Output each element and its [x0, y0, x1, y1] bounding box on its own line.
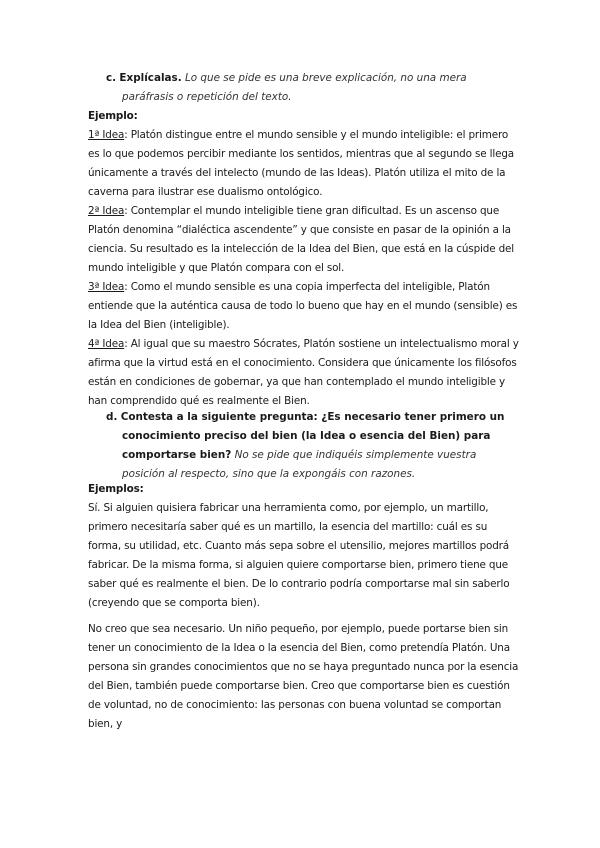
- item-d: [106, 408, 516, 484]
- answer-1: Sí. Si alguien quisiera fabricar una herramienta como, por ejemplo, un martillo, primero necesitaría saber qué es un martillo, la esencia del martillo: cuál es su forma, su utilidad, etc. Cuanto más sepa sobre el utensilio, mejores martillos podrá fabricar. De la misma forma, si alguien quiere comportarse bien, primero tiene que saber qué es realmente el bien. De lo contrario podría comportarse mal sin saberlo (creyendo que se comporta bien).: [88, 502, 510, 609]
- idea-2-tag: 2ª Idea: [88, 205, 125, 217]
- item-d-note: No se pide que indiquéis simplemente vuestra posición al respecto, sino que la expongáis con razones.: [122, 449, 477, 480]
- answer-2-section: [88, 620, 520, 734]
- idea-2: [88, 202, 520, 278]
- idea-1: [88, 126, 520, 202]
- idea-4-text: : Al igual que su maestro Sócrates, Platón sostiene un intelectualismo moral y afirma que la virtud está en el conocimiento. Considera que únicamente los filósofos están en condiciones de gobernar, ya que han contemplado el mundo inteligible y han comprendido qué es realmente el Bien.: [88, 338, 519, 407]
- ejemplo-c-label: Ejemplo:: [88, 110, 138, 122]
- idea-3: [88, 278, 520, 335]
- idea-3-text: : Como el mundo sensible es una copia imperfecta del inteligible, Platón entiende que la auténtica causa de todo lo bueno que hay en el mundo (sensible) es la Idea del Bien (inteligible).: [88, 281, 518, 331]
- idea-4: [88, 335, 520, 411]
- item-c: [106, 69, 516, 107]
- ejemplo-c-section: [88, 107, 520, 411]
- idea-3-tag: 3ª Idea: [88, 281, 125, 293]
- idea-2-text: : Contemplar el mundo inteligible tiene gran dificultad. Es un ascenso que Platón denomina “dialéctica ascendente” y que consiste en pasar de la opinión a la ciencia. Su resultado es la intelección de la Idea del Bien, que está en la cúspide del mundo inteligible y que Platón compara con el sol.: [88, 205, 515, 274]
- ejemplos-d-section: [88, 480, 520, 613]
- item-d-marker: d.: [106, 411, 118, 423]
- item-d-heading: Contesta a la siguiente pregunta: ¿Es necesario tener primero un conocimiento preciso del bien (la Idea o esencia del Bien) para comportarse bien?: [120, 411, 505, 461]
- idea-1-text: : Platón distingue entre el mundo sensible y el mundo inteligible: el primero es lo que podemos percibir mediante los sentidos, mientras que al segundo se llega únicamente a través del intelecto (mundo de las Ideas). Platón utiliza el mito de la caverna para ilustrar ese dualismo ontológico.: [88, 129, 514, 198]
- answer-2: No creo que sea necesario. Un niño pequeño, por ejemplo, puede portarse bien sin tener un conocimiento de la Idea o la esencia del Bien, como pretendía Platón. Una persona sin grandes conocimientos que no se haya preguntado nunca por la esencia del Bien, también puede comportarse bien. Creo que comportarse bien es cuestión de voluntad, no de conocimiento: las personas con buena voluntad se comportan bien, y: [88, 623, 519, 730]
- ejemplos-d-label: Ejemplos:: [88, 483, 144, 495]
- item-c-note: Lo que se pide es una breve explicación, no una mera paráfrasis o repetición del texto.: [122, 72, 467, 103]
- item-c-heading: Explícalas.: [119, 72, 182, 84]
- idea-4-tag: 4ª Idea: [88, 338, 125, 350]
- idea-1-tag: 1ª Idea: [88, 129, 125, 141]
- item-c-marker: c.: [106, 72, 117, 84]
